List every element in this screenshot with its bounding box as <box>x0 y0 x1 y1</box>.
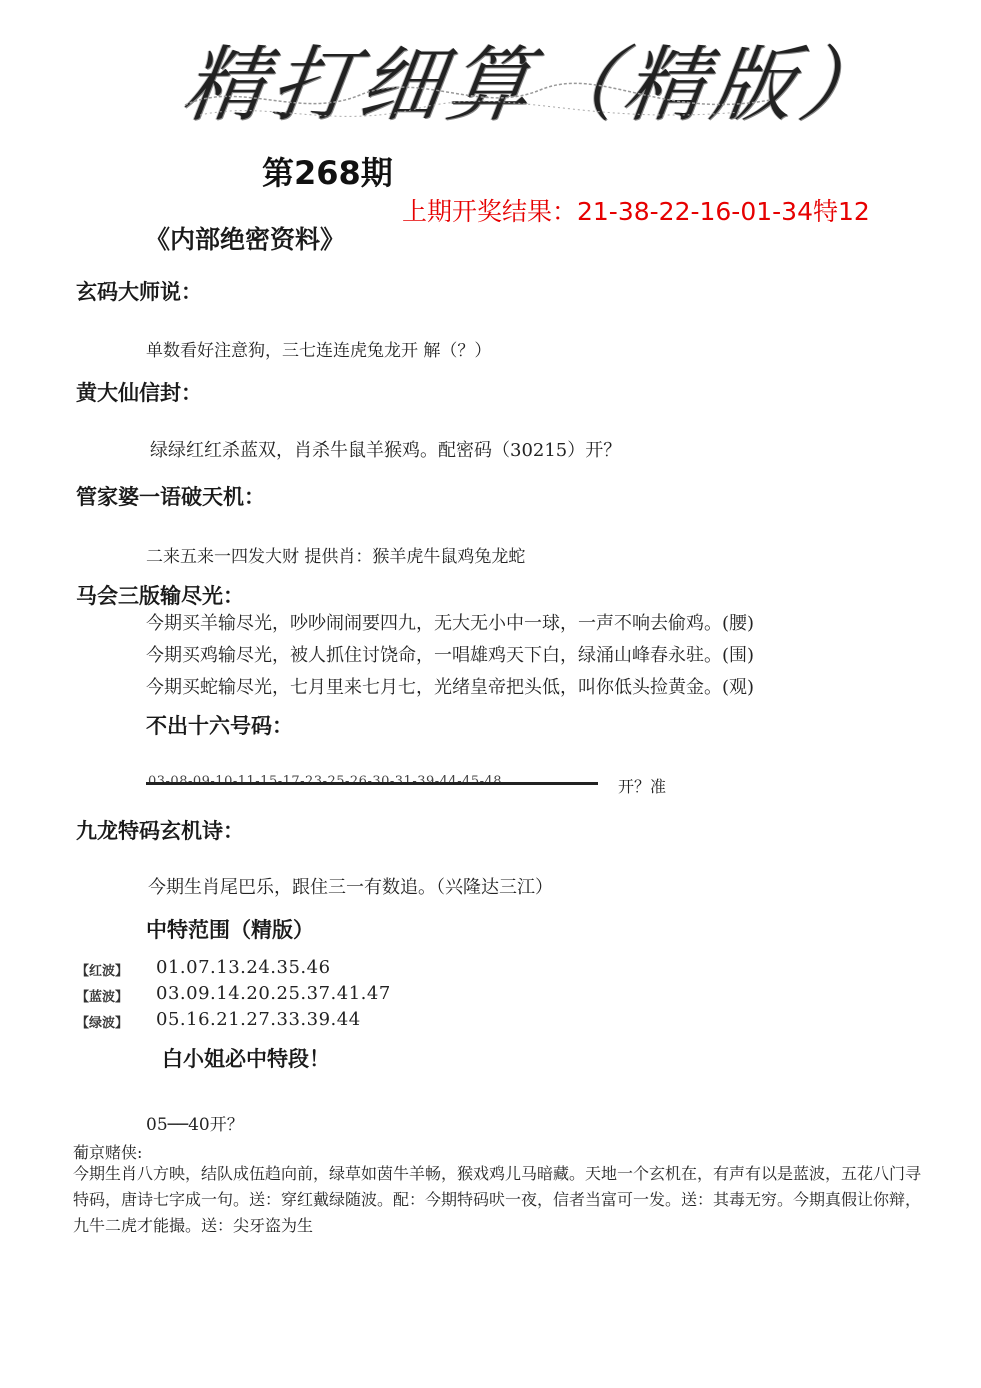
verse-line: 今期买蛇输尽光，七月里来七月七，光绪皇帝把头低，叫你低头捡黄金。(观) <box>146 677 755 698</box>
wave-numbers-red: 01.07.13.24.35.46 <box>156 957 331 978</box>
section-heading-jiulong: 九龙特码玄机诗： <box>76 818 244 843</box>
section-heading-fanwei: 中特范围（精版） <box>146 917 314 942</box>
section-heading-bai: 白小姐必中特段！ <box>162 1046 330 1071</box>
wave-label-red: 【红波】 <box>76 964 129 979</box>
section-text-guanjiapo: 二来五来一四发大财 提供肖：猴羊虎牛鼠鸡兔龙蛇 <box>146 547 526 567</box>
verse-line: 今期买羊输尽光，吵吵闹闹要四九，无大无小中一球，一声不响去偷鸡。(腰) <box>146 613 755 634</box>
section-text-jiulong: 今期生肖尾巴乐，跟住三一有数追。（兴隆达三江） <box>148 877 553 898</box>
page-title: 精打细算（精版） <box>177 38 895 133</box>
title-scribble-decoration <box>180 60 780 140</box>
section-heading-xuanma: 玄码大师说： <box>76 279 202 304</box>
section-text-pujing: 今期生肖八方映，结队成伍趋向前，绿草如茵牛羊畅，猴戏鸡儿马暗藏。天地一个玄机在，有声有以是蓝波，五花八门寻特码，唐诗七字成一句。送：穿红戴绿随波。配：今期特码吠一夜，信者当富可一发。送：其毒无穷。今期真假让你辩，九牛二虎才能撮。送：尖牙盗为生 <box>73 1164 922 1235</box>
wave-numbers-green: 05.16.21.27.33.39.44 <box>156 1009 361 1030</box>
section-heading-buchu: 不出十六号码： <box>146 713 293 738</box>
excluded-numbers-suffix: 开？准 <box>618 777 667 796</box>
wave-label-green: 【绿波】 <box>76 1016 129 1031</box>
section-heading-guanjiapo: 管家婆一语破天机： <box>76 484 265 509</box>
section-heading-mahui: 马会三版输尽光： <box>76 583 244 608</box>
wave-numbers-blue: 03.09.14.20.25.37.41.47 <box>156 983 391 1004</box>
section-text-bai: 05──40开？ <box>146 1115 244 1135</box>
section-heading-pujing: 葡京赌侠: <box>73 1143 143 1162</box>
wave-label-blue: 【蓝波】 <box>76 990 129 1005</box>
last-draw-result: 上期开奖结果：21-38-22-16-01-34特12 <box>402 197 870 226</box>
section-text-xuanma: 单数看好注意狗，三七连连虎兔龙开 解（？） <box>146 341 492 361</box>
section-text-huangdaxian: 绿绿红红杀蓝双，肖杀牛鼠羊猴鸡。配密码（30215）开？ <box>150 440 622 461</box>
issue-number: 第268期 <box>262 154 393 192</box>
section-heading-huangdaxian: 黄大仙信封： <box>76 380 202 405</box>
verse-line: 今期买鸡输尽光，被人抓住讨饶命，一唱雄鸡天下白，绿涌山峰春永驻。(围) <box>146 645 755 666</box>
strikethrough-line <box>146 782 598 785</box>
document-subtitle: 《内部绝密资料》 <box>145 225 346 254</box>
